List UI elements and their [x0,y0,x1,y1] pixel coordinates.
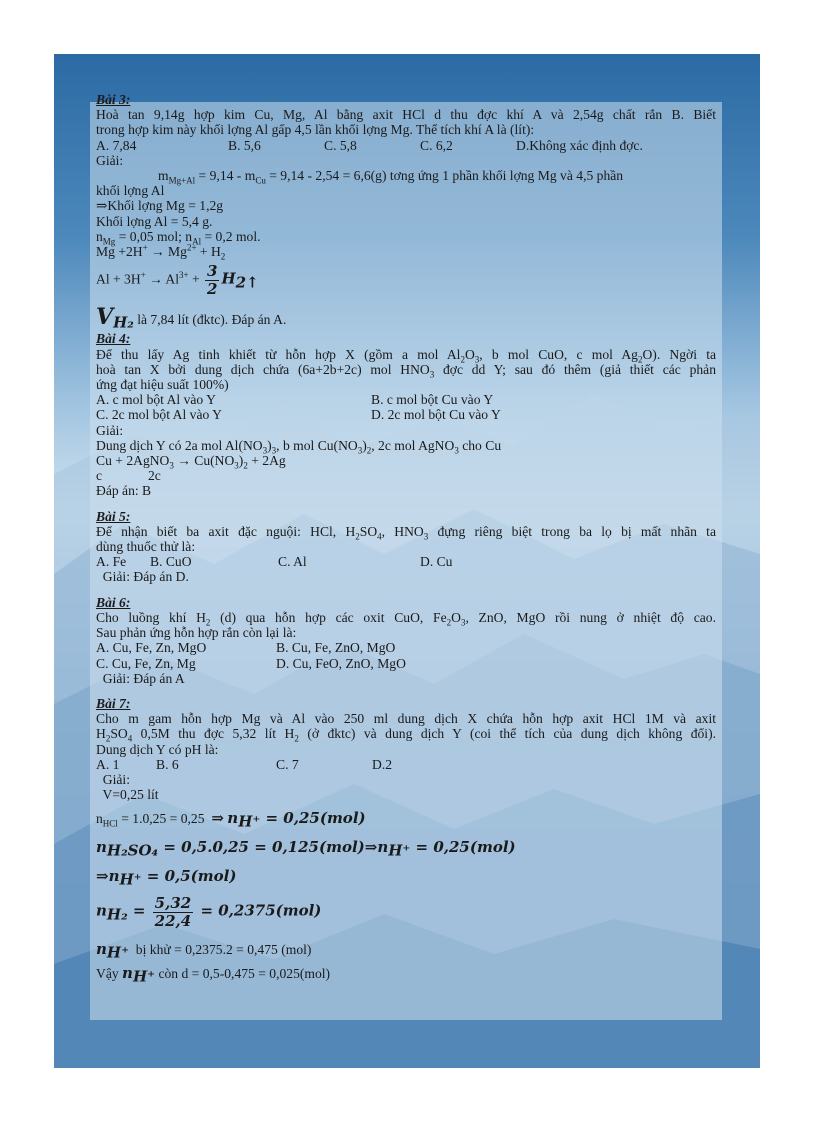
solution-line: c 2c [96,468,161,484]
exercise-5-options [96,554,716,569]
reaction-arrow-icon: → [147,244,169,260]
formula-line: $n_{HCl} = 1.0,25 = 0,25$ ⇒ $n_{H^+} = 0,25(mol)$ [96,809,366,832]
reaction-equation: $Al + 3H^+ \to Al^{3+}$ + $\frac{3}{2}$ $H_{2↑}$ [96,262,259,299]
solution-line: $n_{Mg} = 0,05$ mol; $n_{Al} = 0,2$ mol. [96,228,261,247]
formula-line: $n_{H_2}$ = $\frac{5,32}{22,4}$ = 0,2375(mol) [96,894,322,931]
option-a: A. 7,84 [96,137,137,153]
solution-line: $m_{Mg+Al} = 9,14 - m_{Cu} = 9,14 - 2,54 = 6,6(g)$ tơng ứng 1 phần khối lợng Mg và 4,5 phần [158,168,624,186]
exercise-5-line: dùng thuốc thử là: [96,539,196,555]
implies-arrow-icon: ⇒ [211,809,224,828]
fraction: $\frac{3}{2}$ [207,262,218,299]
exercise-7-title: Bài 7: [96,695,131,711]
exercise-3-line: Hoà tan 9,14g hợp kim Cu, Mg, Al bằng axit HCl d thu đợc khí A và 2,54g chất rắn B. Biết [96,107,716,123]
solution-line: Khối lợng Al = 5,4 g. [96,213,213,229]
option-a: A. Fe [96,554,127,570]
option-d: D. Cu [420,554,453,570]
reaction-equation: Cu + 2AgNO$_3$ → $Cu(NO_3)_2 + 2Ag$ [96,453,286,471]
option-c: C. Cu, Fe, Zn, Mg [96,655,196,671]
option-c: C. 2c mol bột Al vào Y [96,407,222,423]
exercise-6-options [96,640,716,655]
option-c: C. Al [278,554,307,570]
exercise-3-options [96,138,716,153]
reaction-arrow-icon: → [145,271,166,287]
solution-answer: Đáp án: B [96,483,152,499]
exercise-4-line: ứng đạt hiệu suất 100%) [96,377,229,393]
exercise-6-title: Bài 6: [96,594,131,610]
exercise-5-title: Bài 5: [96,508,131,524]
solution-answer: Giải: Đáp án A [96,670,185,686]
option-c: C. 5,8 [324,137,357,153]
option-a: A. c mol bột Al vào Y [96,392,216,408]
solution-answer: $V_{H_2}$ là 7,84 lít (đktc). Đáp án A. [96,304,287,332]
solution-answer: Giải: Đáp án D. [96,569,189,585]
solution-label: Giải: [96,152,124,168]
exercise-5-line: Để nhận biết ba axit đặc nguội: HCl, $H_2SO_4$, $HNO_3$ đựng riêng biệt trong ba lọ bị mất nhãn ta [96,523,716,542]
option-d: D.2 [372,756,393,772]
exercise-6-options [96,656,716,671]
exercise-7-line: Cho m gam hỗn hợp Mg và Al vào 250 ml dung dịch X chứa hỗn hợp axit HCl 1M và axit [96,711,716,727]
option-c2: C. 6,2 [420,137,453,153]
implies-arrow-icon: ⇒ [364,838,378,857]
reaction-equation: $Mg +2H^+ \to Mg^{2+} + H_2$ [96,242,226,262]
exercise-4-options [96,407,716,422]
option-d: D. 2c mol bột Cu vào Y [371,407,501,423]
fraction: $\frac{5,32}{22,4}$ [154,894,192,931]
option-b: B. Cu, Fe, ZnO, MgO [276,640,396,656]
exercise-3-title: Bài 3: [96,92,131,107]
formula-line: $\Rightarrow n_{H^+} = 0,5(mol)$ [96,867,237,890]
option-d: D.Không xác định đợc. [516,137,643,153]
solution-label: Giải: [96,771,130,787]
exercise-6-line: Cho luồng khí $H_2$ (d) qua hỗn hợp các oxit CuO, $Fe_2O_3$, ZnO, MgO rồi nung ở nhiệt độ cao. [96,609,716,628]
exercise-7-options [96,757,716,772]
formula-line: $n_{H^+}$ bị khử = 0,2375.2 = 0,475 (mol) [96,940,312,963]
implies-arrow-icon: ⇒ [96,867,109,886]
option-a: A. Cu, Fe, Zn, MgO [96,640,207,656]
solution-line: Dung dịch Y có 2a mol $Al(NO_3)_3$, b mol $Cu(NO_3)_2$, 2c mol AgNO$_3$ cho Cu [96,437,502,456]
exercise-7-line: Dung dịch Y có pH là: [96,741,219,757]
option-b: B. CuO [150,554,192,570]
option-b: B. 5,6 [228,137,261,153]
implies-arrow-icon: ⇒ [96,198,108,214]
option-b: B. 6 [156,756,179,772]
exercise-7-line: $H_2SO_4$ 0,5M thu đợc 5,32 lít $H_2$ (ở đktc) và dung dịch Y (coi thể tích của dung dịch không đổi). [96,726,716,745]
solution-line: V=0,25 lít [96,787,159,803]
exercise-4-line: Để thu lấy Ag tinh khiết từ hỗn hợp X (gồm a mol $Al_2O_3$, b mol CuO, c mol $Ag_2O$). Ngời ta [96,346,716,365]
document-body [96,88,716,986]
option-b: B. c mol bột Cu vào Y [371,392,494,408]
exercise-3-line: trong hợp kim này khối lợng Al gấp 4,5 lần khối lợng Mg. Thể tích khí A là (lít): [96,122,535,138]
exercise-6-line: Sau phản ứng hỗn hợp rắn còn lại là: [96,625,297,641]
formula-line: $n_{H_2SO_4} = 0,5.0,25$ = $0,125(mol)\Rightarrow n_{H^+} = 0,25(mol)$ [96,838,516,861]
option-d: D. Cu, FeO, ZnO, MgO [276,655,406,671]
reaction-arrow-icon: → [173,453,195,469]
exercise-4-options [96,392,716,407]
option-c: C. 7 [276,756,299,772]
solution-label: Giải: [96,422,124,438]
solution-line: khối lợng Al [96,183,165,199]
option-a: A. 1 [96,756,120,772]
solution-line: ⇒Khối lợng Mg = 1,2g [96,198,224,214]
exercise-4-title: Bài 4: [96,331,131,347]
formula-line: Vậy $n_{H^+}$ còn d = 0,5-0,475 = 0,025(mol) [96,963,331,986]
exercise-4-line: hoà tan X bởi dung dịch chứa (6a+2b+2c) mol $HNO_3$ đợc dd Y; sau đó thêm (giả thiết các phản [96,361,716,380]
